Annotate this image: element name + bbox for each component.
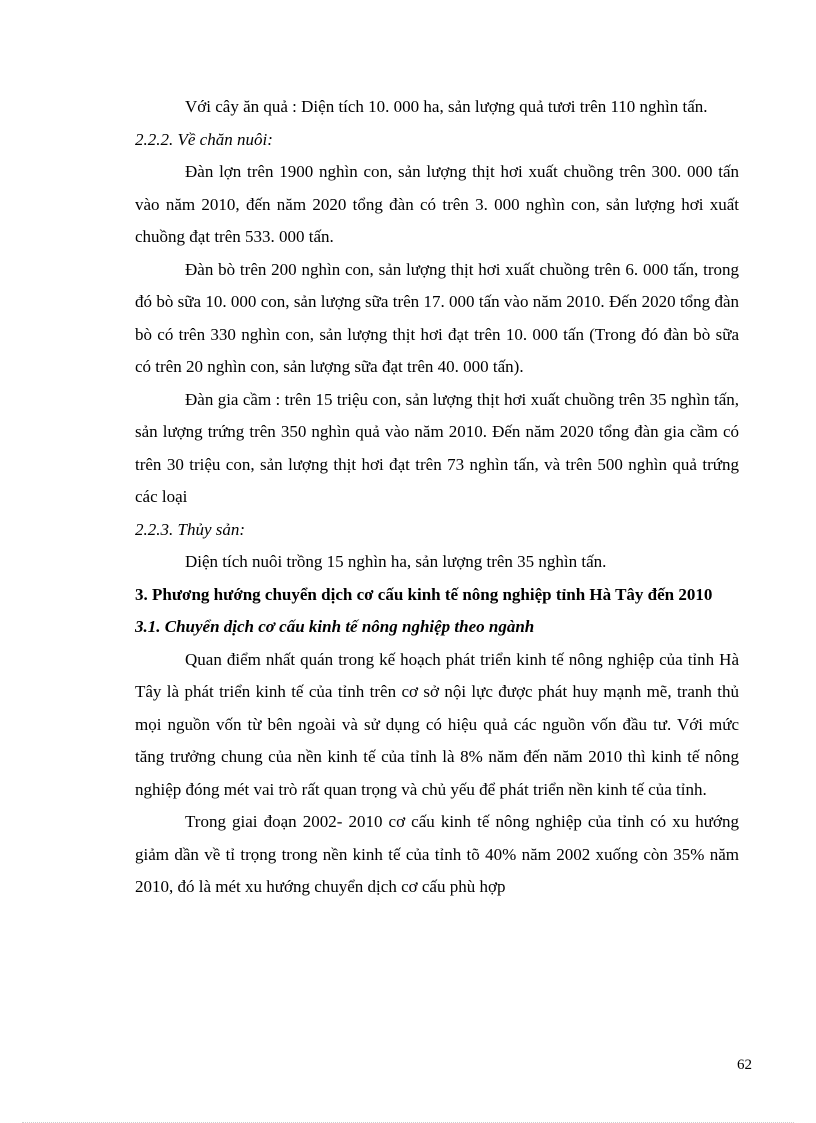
paragraph-poultry: Đàn gia cầm : trên 15 triệu con, sản lượng thịt hơi xuất chuồng trên 35 nghìn tấn, sản lượng trứng trên 350 nghìn quả vào năm 2010. Đến năm 2020 tổng đàn gia cầm có trên 30 triệu con, sản lượng thịt hơi đạt trên 73 nghìn tấn, và trên 500 nghìn quả trứng các loại: [135, 389, 739, 506]
paragraph-fruit-trees: Với cây ăn quả : Diện tích 10. 000 ha, sản lượng quả tươi trên 110 nghìn tấn.: [185, 97, 708, 116]
paragraph-viewpoint: Quan điểm nhất quán trong kế hoạch phát triển kinh tế nông nghiệp của tỉnh Hà Tây là phát triển kinh tế của tỉnh trên cơ sở nội lực được phát huy mạnh mẽ, tranh thủ mọi nguồn vốn từ bên ngoài và sử dụng có hiệu quả các nguồn vốn đầu tư. Với mức tăng trưởng chung của nền kinh tế của tỉnh là 8% năm đến năm 2010 thì kinh tế nông nghiệp đóng mét vai trò rất quan trọng và chủ yếu để phát triển nền kinh tế của tỉnh.: [135, 649, 739, 799]
paragraph-period: Trong giai đoạn 2002- 2010 cơ cấu kinh tế nông nghiệp của tỉnh có xu hướng giảm dần về tỉ trọng trong nền kinh tế của tỉnh tõ 40% năm 2002 xuống còn 35% năm 2010, đó là mét xu hướng chuyển dịch cơ cấu phù hợp: [135, 812, 739, 896]
heading-2-2-3: 2.2.3. Thủy sản:: [135, 519, 246, 539]
paragraph-cattle: Đàn bò trên 200 nghìn con, sản lượng thịt hơi xuất chuồng trên 6. 000 tấn, trong đó bò sữa 10. 000 con, sản lượng sữa trên 17. 000 tấn vào năm 2010. Đến 2020 tổng đàn bò có trên 330 nghìn con, sản lượng thịt hơi đạt trên 10. 000 tấn (Trong đó đàn bò sữa có trên 20 nghìn con, sản lượng sữa đạt trên 40. 000 tấn).: [135, 259, 739, 376]
page-number: 62: [737, 1057, 752, 1073]
text-block-1: [135, 91, 739, 904]
paragraph-aquaculture: Diện tích nuôi trồng 15 nghìn ha, sản lượng trên 35 nghìn tấn.: [185, 552, 607, 571]
paragraph-pigs: Đàn lợn trên 1900 nghìn con, sản lượng thịt hơi xuất chuồng trên 300. 000 tấn vào năm 2010, đến năm 2020 tổng đàn có trên 3. 000 nghìn con, sản lượng hơi xuất chuồng đạt trên 533. 000 tấn.: [135, 162, 739, 246]
heading-3-1: 3.1. Chuyển dịch cơ cấu kinh tế nông nghiệp theo ngành: [135, 617, 535, 636]
heading-3: 3. Phương hướng chuyển dịch cơ cấu kinh tế nông nghiệp tỉnh Hà Tây đến 2010: [135, 584, 713, 604]
heading-2-2-2: 2.2.2. Về chăn nuôi:: [135, 129, 273, 149]
